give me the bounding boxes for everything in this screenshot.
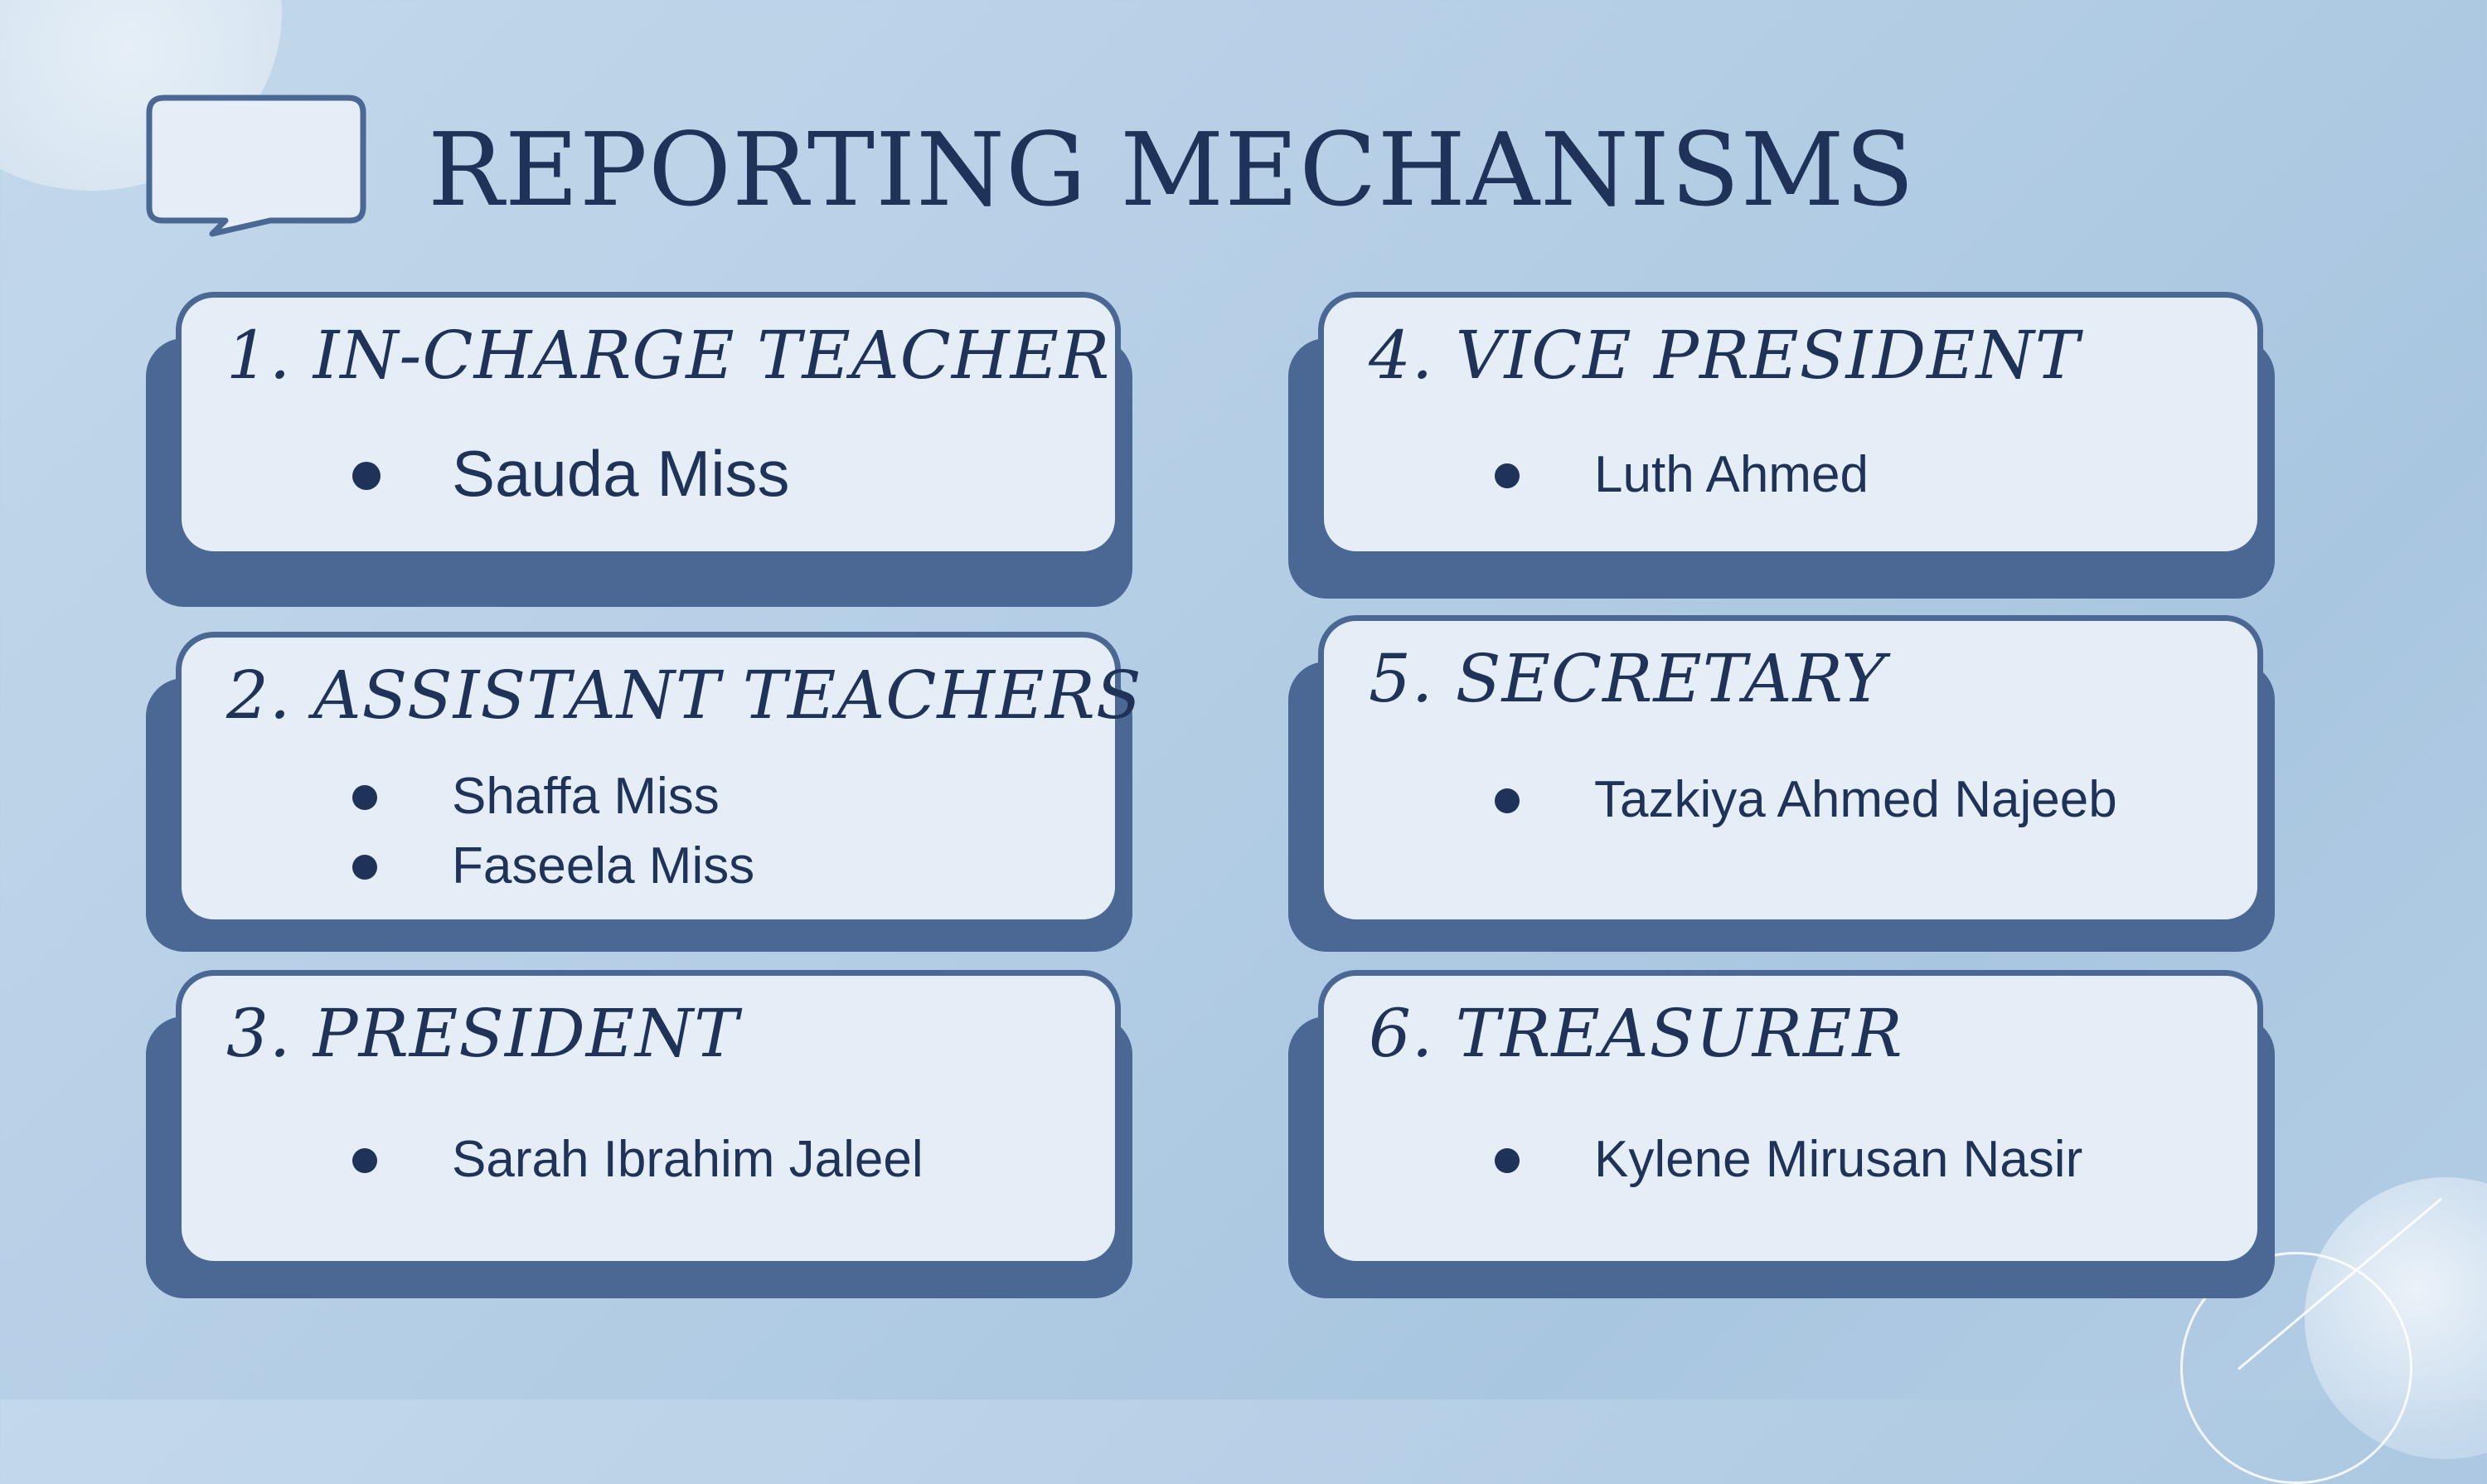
list-item [1324,440,2257,510]
card-panel [176,970,1121,1267]
page-title: REPORTING MECHANISMS [428,111,1916,229]
section-heading: 6. TREASURER [1369,995,1903,1072]
member-list [182,432,1115,515]
member-name: Sarah Ibrahim Jaleel [452,1131,924,1188]
bullet-icon [1495,1148,1520,1173]
member-name: Luth Ahmed [1594,446,1869,503]
card-panel [1318,970,2263,1267]
list-item [182,432,1115,515]
member-name: Faseela Miss [452,837,755,895]
member-name: Tazkiya Ahmed Najeeb [1594,771,2117,828]
speech-bubble-icon [146,95,366,240]
section-heading: 5. SECRETARY [1369,640,1887,717]
member-list [182,1125,1115,1195]
member-list [182,762,1115,901]
section-heading: 4. VICE PRESIDENT [1369,317,2080,394]
member-list [1324,765,2257,835]
card-panel [1318,292,2263,557]
section-heading: 1. IN-CHARGE TEACHER [226,317,1111,394]
card-panel [176,632,1142,925]
card-panel [1318,615,2263,925]
list-item [182,1125,1115,1195]
bullet-icon [352,1148,377,1173]
bullet-icon [352,785,377,810]
bullet-icon [352,462,381,490]
list-item [182,762,1115,832]
list-item [182,832,1115,901]
bullet-icon [352,855,377,880]
bullet-icon [1495,788,1520,813]
list-item [1324,1125,2257,1195]
card-panel [176,292,1121,557]
member-name: Kylene Mirusan Nasir [1594,1131,2083,1188]
section-heading: 3. PRESIDENT [226,995,739,1072]
member-list [1324,1125,2257,1195]
section-heading: 2. ASSISTANT TEACHERS [226,657,1142,734]
list-item [1324,765,2257,835]
member-name: Sauda Miss [452,437,790,510]
member-name: Shaffa Miss [452,768,720,825]
member-list [1324,440,2257,510]
bullet-icon [1495,463,1520,488]
